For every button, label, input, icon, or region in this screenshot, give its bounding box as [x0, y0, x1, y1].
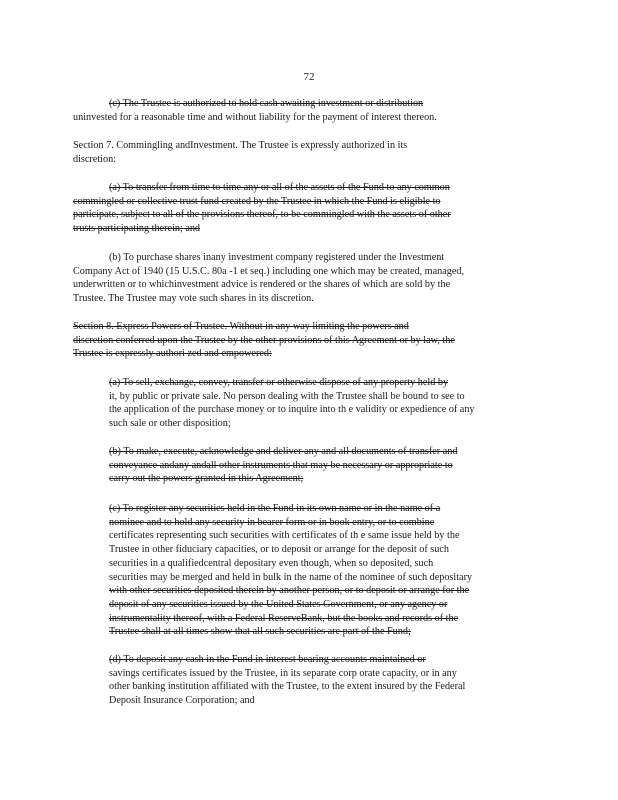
paragraph [73, 181, 535, 236]
text-line: Section 7. Commingling andInvestment. The Trustee is expressly authorized in its [73, 140, 408, 151]
text-line: discretion: [73, 153, 117, 165]
text-line: Trustee. The Trustee may vote such shares in its discretion. [73, 293, 314, 305]
struck-text-line: carry out the powers granted in this Agreement; [109, 473, 304, 485]
paragraph [73, 320, 535, 361]
struck-text-line: (d) To deposit any cash in the Fund in interest bearing accounts maintained or [109, 654, 426, 665]
text-line: securities in a qualifiedcentral depositary even though, when so deposited, such [109, 557, 434, 569]
paragraph [73, 139, 535, 166]
struck-text-line: with other securities deposited therein by another person, or to deposit or arrange for the [109, 585, 470, 597]
text-line: underwritten or to whichinvestment advice is rendered or the shares of which are sold by the [73, 279, 451, 291]
text-line: it, by public or private sale. No person dealing with the Trustee shall be bound to see to [109, 390, 465, 402]
struck-text-line: commingled or collective trust fund created by the Trustee in which the Fund is eligible to [73, 195, 441, 207]
struck-text-line: Trustee shall at all times show that all such securities are part of the Fund; [109, 626, 411, 638]
struck-text-line: (c) To register any securities held in the Fund in its own name or in the name of a [109, 503, 441, 514]
text-line: certificates representing such securities with certificates of th e same issue held by the [109, 530, 460, 542]
text-line: such sale or other disposition; [109, 418, 231, 430]
paragraph [109, 445, 537, 486]
text-line: other banking institution affiliated with the Trustee, to the extent insured by the Federal [109, 681, 466, 693]
text-line: securities may be merged and held in bulk in the name of the nominee of such depositary [109, 571, 473, 583]
struck-text-line: nominee and to hold any security in bearer form or in book entry, or to combine [109, 516, 435, 528]
text-line: Trustee in other fiduciary capacities, or to deposit or arrange for the deposit of such [109, 544, 449, 556]
paragraph [109, 502, 537, 639]
struck-text-line: discretion conferred upon the Trustee by the other provisions of this Agreement or by law, the [73, 334, 455, 346]
text-line: Company Act of 1940 (15 U.S.C. 80a -1 et seq.) including one which may be created, managed, [73, 265, 464, 277]
struck-text-line: instrumentality thereof, with a Federal ReserveBank, but the books and records of the [109, 612, 459, 624]
text-line: Deposit Insurance Corporation; and [109, 695, 255, 707]
paragraph [109, 376, 537, 431]
struck-text-line: deposit of any securities issued by the United States Government, or any agency or [109, 598, 448, 610]
struck-text-line: trusts participating therein; and [73, 223, 201, 235]
struck-text-line: (a) To transfer from time to time any or all of the assets of the Fund to any common [109, 182, 450, 193]
paragraph [109, 653, 537, 708]
struck-text-line: (b) To make, execute, acknowledge and deliver any and all documents of transfer and [109, 446, 458, 457]
text-line: uninvested for a reasonable time and without liability for the payment of interest thereon. [73, 111, 437, 123]
struck-text-line: Trustee is expressly authori zed and empowered: [73, 348, 272, 360]
struck-text-line: conveyance andany andall other instruments that may be necessary or appropriate to [109, 459, 453, 471]
text-line: the application of the purchase money or to inquire into th e validity or expedience of any [109, 404, 475, 416]
struck-text-line: (c) The Trustee is authorized to hold cash awaiting investment or distribution [109, 98, 424, 109]
struck-text-line: participate, subject to all of the provisions thereof, to be commingled with the assets of other [73, 209, 451, 221]
paragraph [73, 251, 535, 306]
text-line: savings certificates issued by the Trustee, in its separate corp orate capacity, or in any [109, 667, 457, 679]
paragraph [73, 97, 535, 124]
text-line: (b) To purchase shares inany investment company registered under the Investment [109, 252, 445, 263]
struck-text-line: Section 8. Express Powers of Trustee. Without in any way limiting the powers and [73, 321, 409, 332]
page-number: 72 [303, 71, 315, 83]
struck-text-line: (a) To sell, exchange, convey, transfer or otherwise dispose of any property held by [109, 377, 449, 388]
